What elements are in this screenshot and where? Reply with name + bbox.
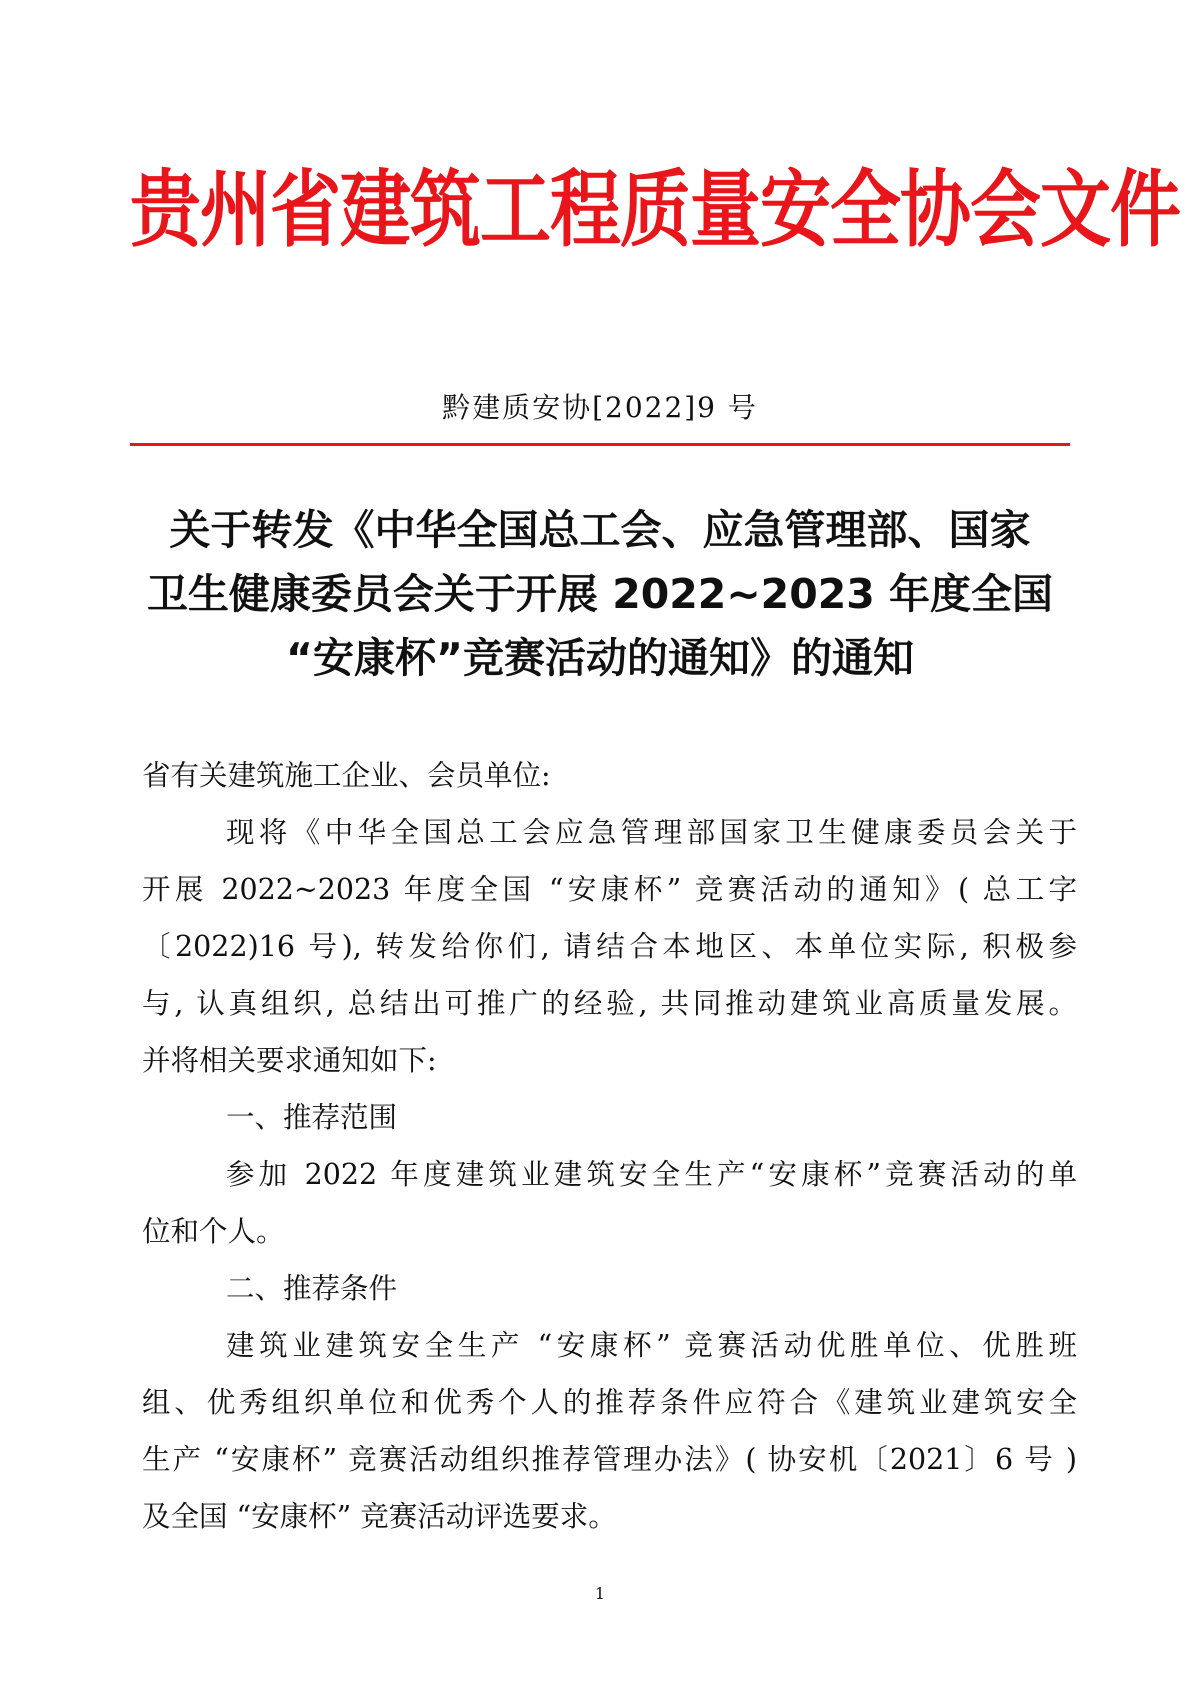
paragraph-line: 参加 2022 年度建筑业建筑安全生产“安康杯”竞赛活动的单 — [226, 1158, 1077, 1191]
paragraph-line: 及全国 “安康杯” 竞赛活动评选要求。 — [142, 1500, 617, 1533]
title-line: 卫生健康委员会关于开展 2022~2023 年度全国 — [146, 570, 1054, 618]
paragraph-line: 现将《中华全国总工会应急管理部国家卫生健康委员会关于 — [226, 816, 1077, 849]
paragraph-line: 生产 “安康杯” 竞赛活动组织推荐管理办法》( 协安机〔2021〕6 号 ) — [142, 1443, 1077, 1476]
red-divider-line — [130, 443, 1070, 446]
page-number: 1 — [594, 1584, 606, 1603]
section-heading: 二、推荐条件 — [226, 1272, 398, 1305]
paragraph-line: 开展 2022~2023 年度全国 “安康杯” 竞赛活动的通知》( 总工字 — [142, 873, 1077, 906]
title-line: “安康杯”竞赛活动的通知》的通知 — [286, 634, 914, 682]
paragraph-line: 并将相关要求通知如下: — [142, 1044, 437, 1077]
issuer-header: 贵州省建筑工程质量安全协会文件 — [130, 160, 1181, 259]
salutation: 省有关建筑施工企业、会员单位: — [142, 759, 551, 792]
paragraph-line: 位和个人。 — [142, 1215, 285, 1248]
document-body — [142, 747, 1077, 1545]
document-title — [110, 498, 1090, 690]
title-line: 关于转发《中华全国总工会、应急管理部、国家 — [169, 506, 1031, 554]
paragraph-line: 建筑业建筑安全生产 “安康杯” 竞赛活动优胜单位、优胜班 — [226, 1329, 1077, 1362]
section-heading: 一、推荐范围 — [226, 1101, 398, 1134]
paragraph-line: 组、优秀组织单位和优秀个人的推荐条件应符合《建筑业建筑安全 — [142, 1386, 1077, 1419]
paragraph-line: 与, 认真组织, 总结出可推广的经验, 共同推动建筑业高质量发展。 — [142, 987, 1077, 1020]
paragraph-line: 〔2022)16 号), 转发给你们, 请结合本地区、本单位实际, 积极参 — [142, 930, 1077, 963]
document-number: 黔建质安协[2022]9 号 — [442, 391, 758, 424]
